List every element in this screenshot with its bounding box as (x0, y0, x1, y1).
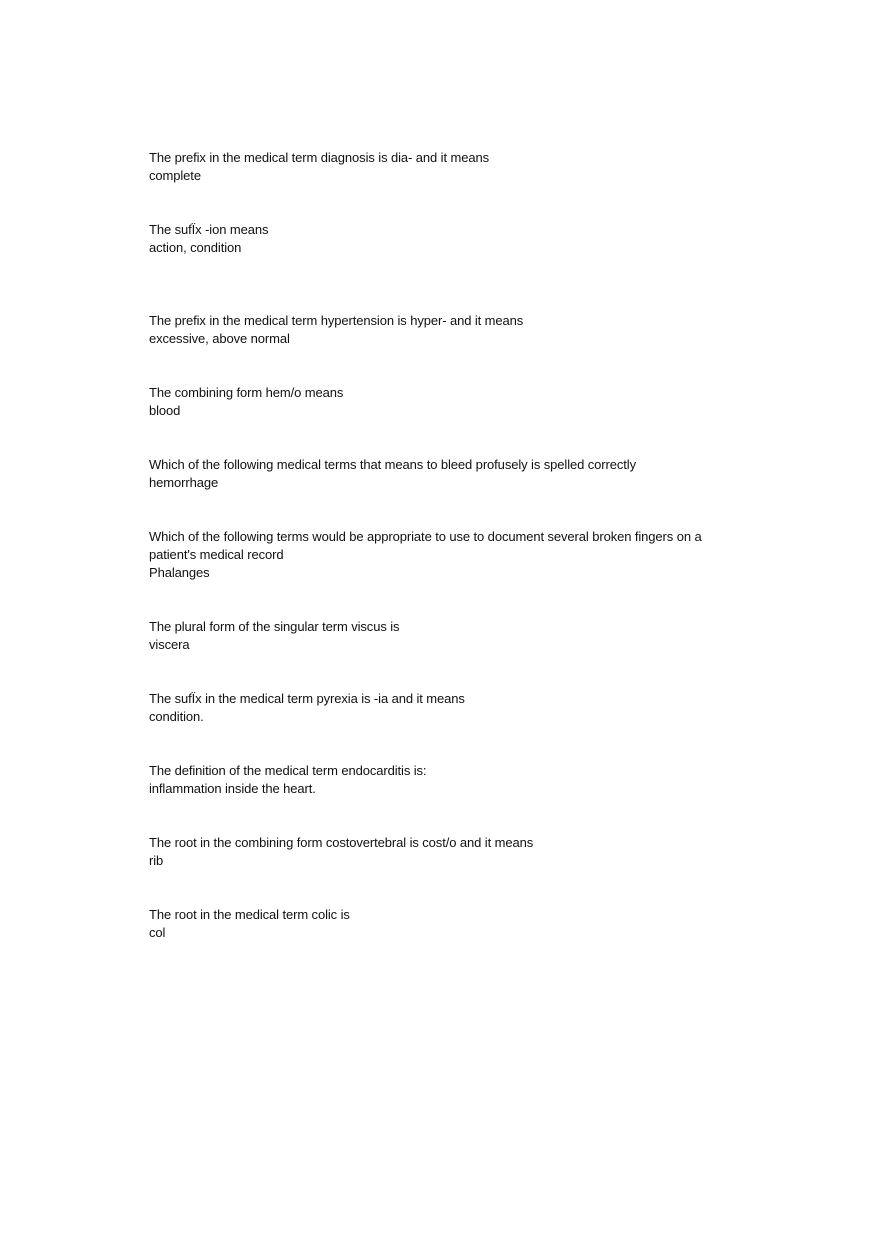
qa-item-hypertension (149, 312, 709, 348)
question-text: The combining form hem/o means (149, 385, 344, 400)
question-text: The prefix in the medical term diagnosis is dia- and it means (149, 150, 490, 165)
qa-item-viscus (149, 618, 709, 654)
answer-text: col (149, 925, 166, 940)
question-text: The sufÏx -ion means (149, 222, 269, 237)
answer-text: blood (149, 403, 181, 418)
answer-text: viscera (149, 637, 190, 652)
answer-text: rib (149, 853, 164, 868)
answer-text: complete (149, 168, 201, 183)
answer-text: hemorrhage (149, 475, 219, 490)
question-text: The root in the combining form costovertebral is cost/o and it means (149, 835, 534, 850)
qa-item-colic (149, 906, 709, 942)
qa-item-costovertebral (149, 834, 709, 870)
qa-item-hem-o (149, 384, 709, 420)
qa-item-hemorrhage (149, 456, 709, 492)
qa-item-phalanges (149, 528, 709, 582)
question-text: Which of the following medical terms that means to bleed profusely is spelled correctly (149, 457, 636, 472)
answer-text: excessive, above normal (149, 331, 290, 346)
qa-item-endocarditis (149, 762, 709, 798)
question-text: The plural form of the singular term viscus is (149, 619, 400, 634)
qa-item-pyrexia (149, 690, 709, 726)
answer-text: action, condition (149, 240, 242, 255)
answer-text: inflammation inside the heart. (149, 781, 316, 796)
question-text: The definition of the medical term endocarditis is: (149, 763, 427, 778)
question-text: The prefix in the medical term hypertension is hyper- and it means (149, 313, 524, 328)
question-text: Which of the following terms would be appropriate to use to document several broken fingers on a patient's medical record (149, 529, 702, 562)
qa-item-ion-suffix (149, 221, 709, 257)
question-text: The sufÏx in the medical term pyrexia is -ia and it means (149, 691, 465, 706)
question-text: The root in the medical term colic is (149, 907, 350, 922)
answer-text: condition. (149, 709, 204, 724)
qa-item-diagnosis (149, 149, 709, 185)
answer-text: Phalanges (149, 565, 210, 580)
